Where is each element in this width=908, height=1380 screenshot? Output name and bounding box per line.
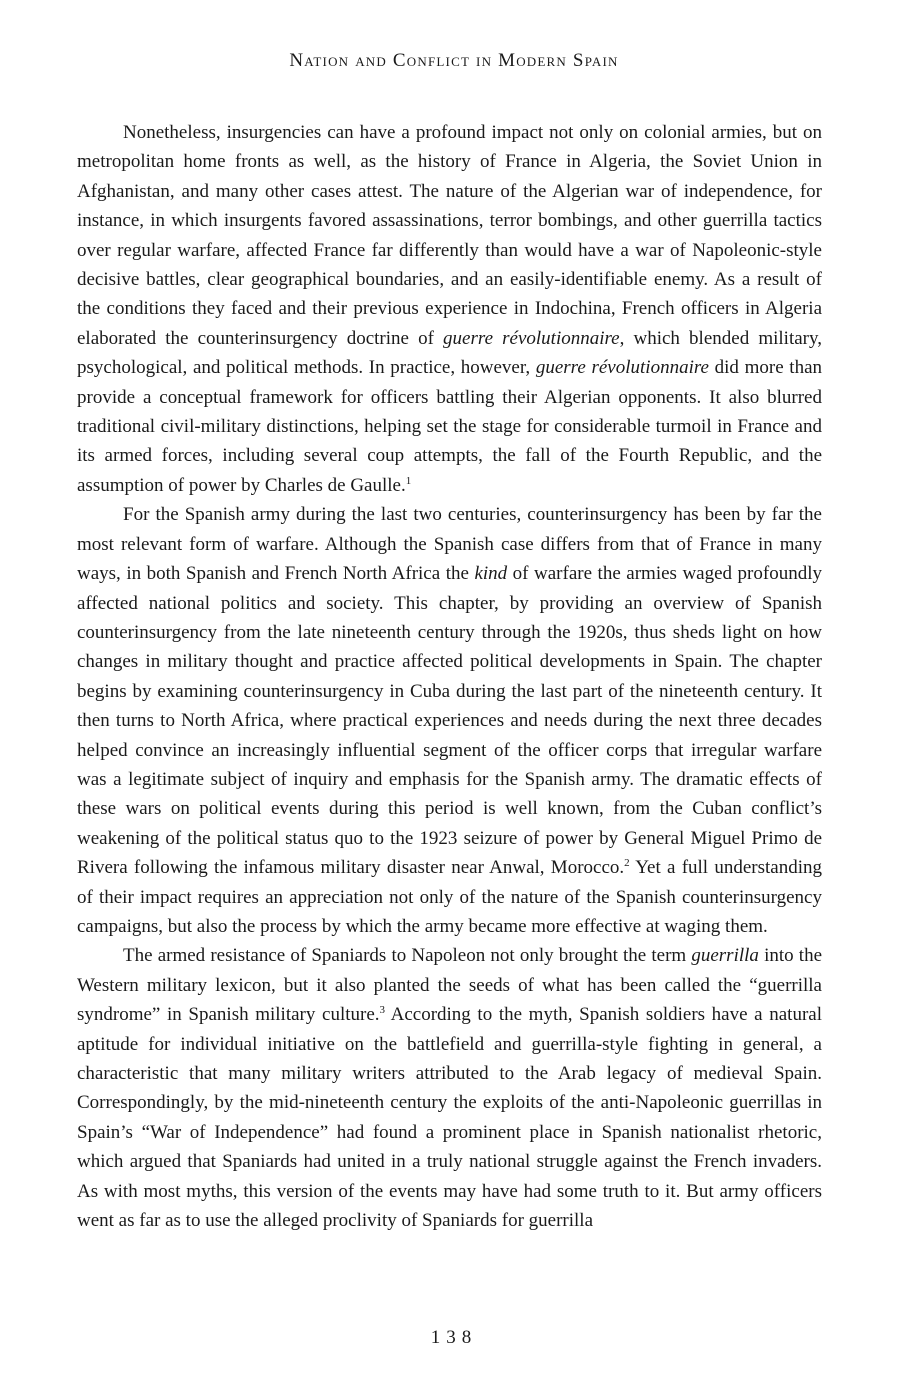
italic-term: guerre révolutionnaire <box>443 327 620 349</box>
italic-term: guerrilla <box>691 945 759 967</box>
text-run: The armed resistance of Spaniards to Napoleon not only brought the term <box>123 945 692 967</box>
text-run: of warfare the armies waged profoundly affected national politics and society. This chapter, by providing an overview of Spanish counterinsurgency from the late nineteenth century through the 1920s, thus sheds light on how changes in military thought and practice affected political developments in Spain. The chapter begins by examining counterinsurgency in Cuba during the last part of the nineteenth century. It then turns to North Africa, where practical experiences and needs during the next three decades helped convince an increasingly influential segment of the officer corps that irregular warfare was a legitimate subject of inquiry and emphasis for the Spanish army. The dramatic effects of these wars on political events during this period is well known, from the Cuban conflict’s weakening of the political status quo to the 1923 seizure of power by General Miguel Primo de Rivera following the infamous military disaster near Anwal, Morocco. <box>77 563 822 879</box>
text-run: For the Spanish army during the last two centuries, counterinsurgency has been by far the most relevant form of warfare. Although the Spanish case differs from that of France in many ways, in both Spanish and French North Africa the <box>77 504 822 585</box>
text-run: Yet a full understanding of their impact requires an appreciation not only of the nature of the Spanish counterinsurgency campaigns, but also the process by which the army became more effective at waging them. <box>77 857 822 937</box>
paragraph <box>77 118 822 500</box>
footnote-reference: 1 <box>405 474 412 487</box>
footnote-reference: 2 <box>624 857 630 870</box>
paragraph <box>77 500 822 941</box>
running-head: Nation and Conflict in Modern Spain <box>289 50 619 71</box>
italic-term: kind <box>474 563 508 585</box>
text-run: into the Western military lexicon, but it also planted the seeds of what has been called the “guerrilla syndrome” in Spanish military culture. <box>77 945 822 1026</box>
footnote-reference: 3 <box>379 1004 386 1017</box>
text-run: did more than provide a conceptual framework for officers battling their Algerian opponents. It also blurred traditional civil-military distinctions, helping set the stage for considerable turmoil in France and its armed forces, including several coup attempts, the fall of the Fourth Republic, and the assumption of power by Charles de Gaulle. <box>77 357 823 496</box>
text-run: , which blended military, psychological, and political methods. In practice, however, <box>77 327 823 379</box>
page-number: 138 <box>430 1327 478 1348</box>
text-run: Nonetheless, insurgencies can have a profound impact not only on colonial armies, but on metropolitan home fronts as well, as the history of France in Algeria, the Soviet Union in Afghanistan, and many other cases attest. The nature of the Algerian war of independence, for instance, in which insurgents favored assassinations, terror bombings, and other guerrilla tactics over regular warfare, affected France far differently than would have a war of Napoleonic-style decisive battles, clear geographical boundaries, and an easily-identifiable enemy. As a result of the conditions they faced and their previous experience in Indochina, French officers in Algeria elaborated the counterinsurgency doctrine of <box>77 122 822 349</box>
italic-term: guerre révolutionnaire <box>535 357 709 379</box>
paragraph <box>77 941 822 1235</box>
text-run: According to the myth, Spanish soldiers have a natural aptitude for individual initiative on the battlefield and guerrilla-style fighting in general, a characteristic that many military writers attributed to the Arab legacy of medieval Spain. Correspondingly, by the mid-nineteenth century the exploits of the anti-Napoleonic guerrillas in Spain’s “War of Independence” had found a prominent place in Spanish nationalist rhetoric, which argued that Spaniards had united in a truly national struggle against the French invaders. As with most myths, this version of the events may have had some truth to it. But army officers went as far as to use the alleged proclivity of Spaniards for guerrilla <box>77 1004 822 1232</box>
body-text <box>77 118 822 1235</box>
